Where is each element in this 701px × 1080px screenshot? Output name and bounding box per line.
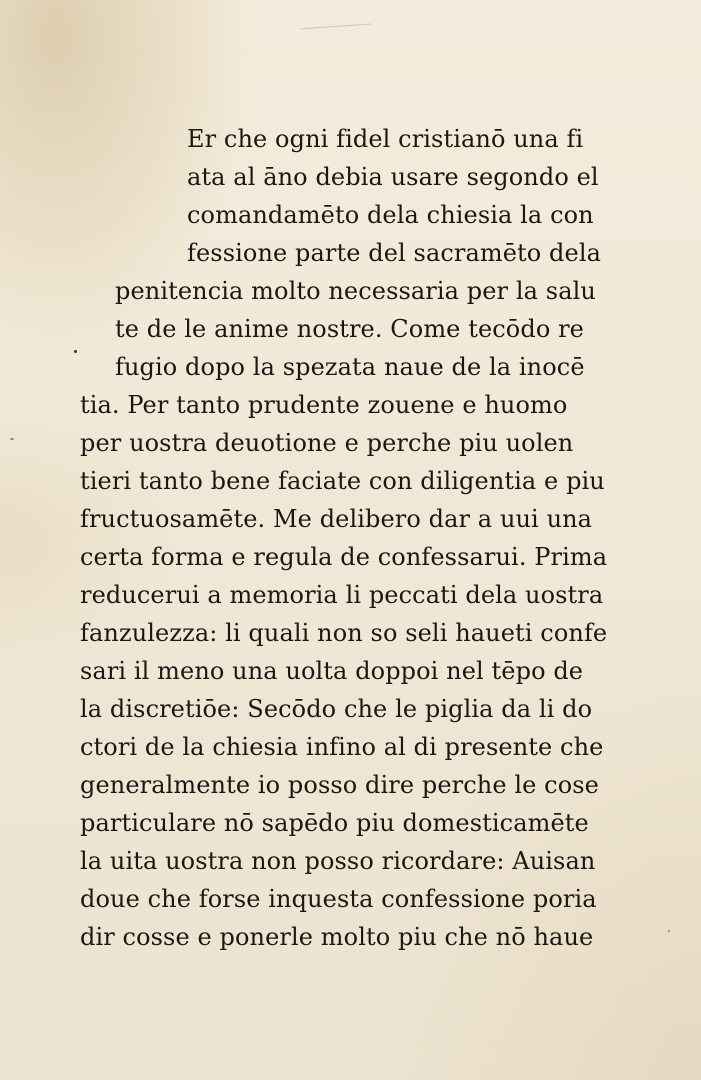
text-line: te de le anime nostre. Come tecōdo re — [115, 315, 584, 343]
text-line: reducerui a memoria li peccati dela uostra — [80, 581, 604, 609]
text-line: tia. Per tanto prudente zouene e huomo — [80, 391, 568, 419]
text-line: per uostra deuotione e perche piu uolen — [80, 429, 574, 457]
text-line: particulare nō sapēdo piu domesticamēte — [80, 809, 589, 837]
text-line: penitencia molto necessaria per la salu — [115, 277, 596, 305]
text-line: fessione parte del sacramēto dela — [187, 239, 602, 267]
text-line: tieri tanto bene faciate con diligentia e piu — [80, 467, 605, 495]
ink-speck — [74, 350, 77, 353]
text-line: certa forma e regula de confessarui. Prima — [80, 543, 608, 571]
text-line: ctori de la chiesia infino al di presente che — [80, 733, 604, 761]
ink-speck — [668, 930, 670, 932]
text-line: sari il meno una uolta doppoi nel tēpo de — [80, 657, 584, 685]
text-line: la uita uostra non posso ricordare: Auisan — [80, 847, 596, 875]
text-line: comandamēto dela chiesia la con — [187, 201, 594, 229]
text-line: Er che ogni fidel cristianō una fi — [187, 125, 584, 153]
text-line: la discretiōe: Secōdo che le piglia da li do — [80, 695, 593, 723]
text-line: doue che forse inquesta confessione poria — [80, 885, 597, 913]
paper-crease — [299, 0, 371, 29]
ink-speck — [10, 438, 14, 440]
text-line: fugio dopo la spezata naue de la inocē — [115, 353, 585, 381]
text-line: fructuosamēte. Me delibero dar a uui una — [80, 505, 593, 533]
text-line: ata al āno debia usare segondo el — [187, 163, 599, 191]
text-line: dir cosse e ponerle molto piu che nō haue — [80, 923, 594, 951]
text-line: fanzulezza: li quali non so seli haueti confe — [80, 619, 608, 647]
text-line: generalmente io posso dire perche le cose — [80, 771, 599, 799]
